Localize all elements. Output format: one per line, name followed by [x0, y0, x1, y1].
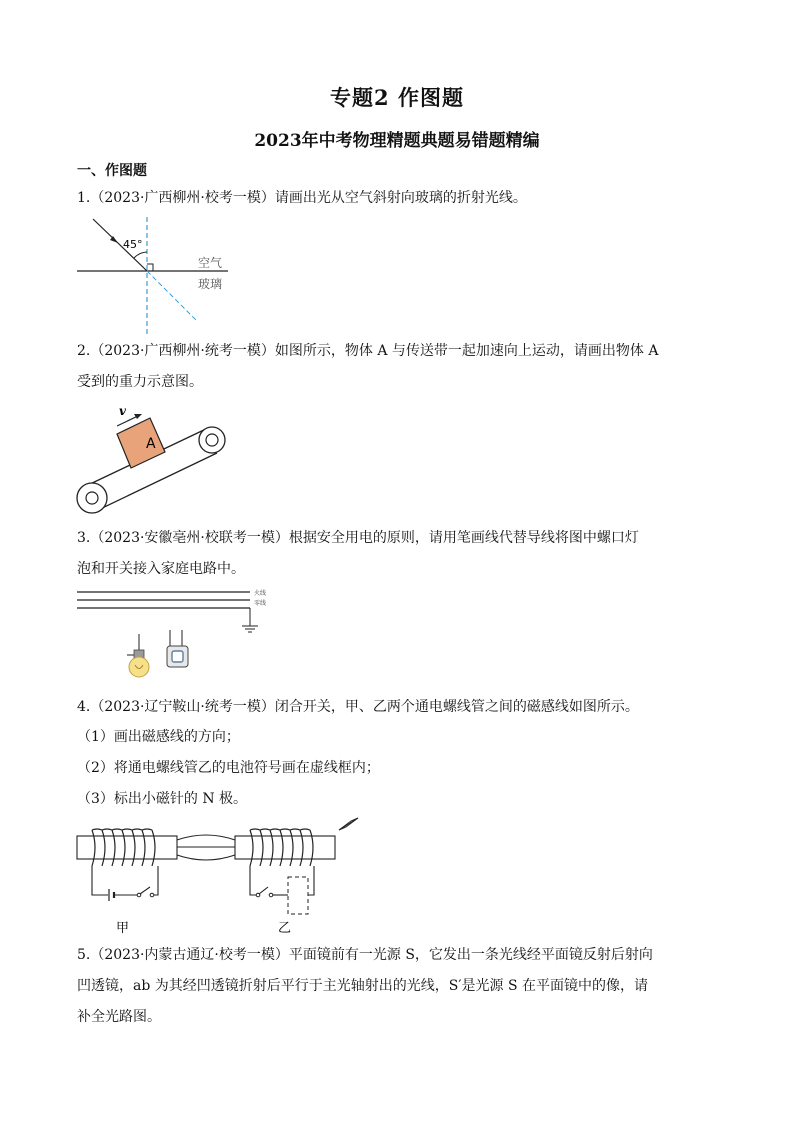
air-label: 空气: [198, 256, 223, 270]
switch-left-icon: [140, 887, 150, 894]
question-4-sub-1: （1）画出磁感线的方向；: [77, 729, 240, 745]
velocity-label: v: [119, 404, 126, 418]
question-3-line1: 3.（2023·安徽亳州·校联考一模）根据安全用电的原则，请用笔画线代替导线将图中螺口灯: [77, 530, 639, 546]
solenoid-left-core: [77, 836, 177, 859]
solenoid-right-core: [235, 836, 335, 859]
question-3-line2: 泡和开关接入家庭电路中。: [77, 561, 245, 577]
block-label: A: [146, 436, 156, 452]
live-wire-label: 火线: [254, 590, 267, 597]
question-2-line2: 受到的重力示意图。: [77, 374, 203, 390]
question-4-sub-3: （3）标出小磁针的 N 极。: [77, 791, 248, 807]
angle-label: 45°: [123, 238, 143, 251]
question-5-line2: 凹透镜，ab 为其经凹透镜折射后平行于主光轴射出的光线，S′是光源 S 在平面镜中的像，请: [77, 978, 649, 994]
neutral-wire-label: 零线: [254, 600, 267, 607]
field-line-bottom: [177, 855, 235, 860]
page-subtitle: 2023年中考物理精题典题易错题精编: [254, 131, 540, 151]
solenoid-right-label: 乙: [278, 921, 292, 936]
switch-right-icon: [259, 887, 268, 894]
battery-placeholder-box: [288, 877, 308, 914]
question-5-line3: 补全光路图。: [77, 1009, 161, 1025]
question-1-text: 1.（2023·广西柳州·校考一模）请画出光从空气斜射向玻璃的折射光线。: [77, 190, 527, 206]
question-4-text: 4.（2023·辽宁鞍山·统考一模）闭合开关，甲、乙两个通电螺线管之间的磁感线如图所示。: [77, 699, 639, 715]
solenoid-left-label: 甲: [116, 921, 130, 936]
section-heading: 一、作图题: [77, 163, 147, 179]
question-5-text: [77, 940, 717, 1033]
page-title: 专题2 作图题: [330, 85, 464, 110]
glass-label: 玻璃: [198, 277, 223, 291]
field-line-top: [177, 835, 235, 840]
question-5-line1: 5.（2023·内蒙古通辽·校考一模）平面镜前有一光源 S，它发出一条光线经平面镜反射后射向: [77, 947, 653, 963]
question-2-line1: 2.（2023·广西柳州·统考一模）如图所示，物体 A 与传送带一起加速向上运动，请画出物体 A: [77, 343, 659, 359]
question-4-sub-2: （2）将通电螺线管乙的电池符号画在虚线框内；: [77, 760, 380, 776]
